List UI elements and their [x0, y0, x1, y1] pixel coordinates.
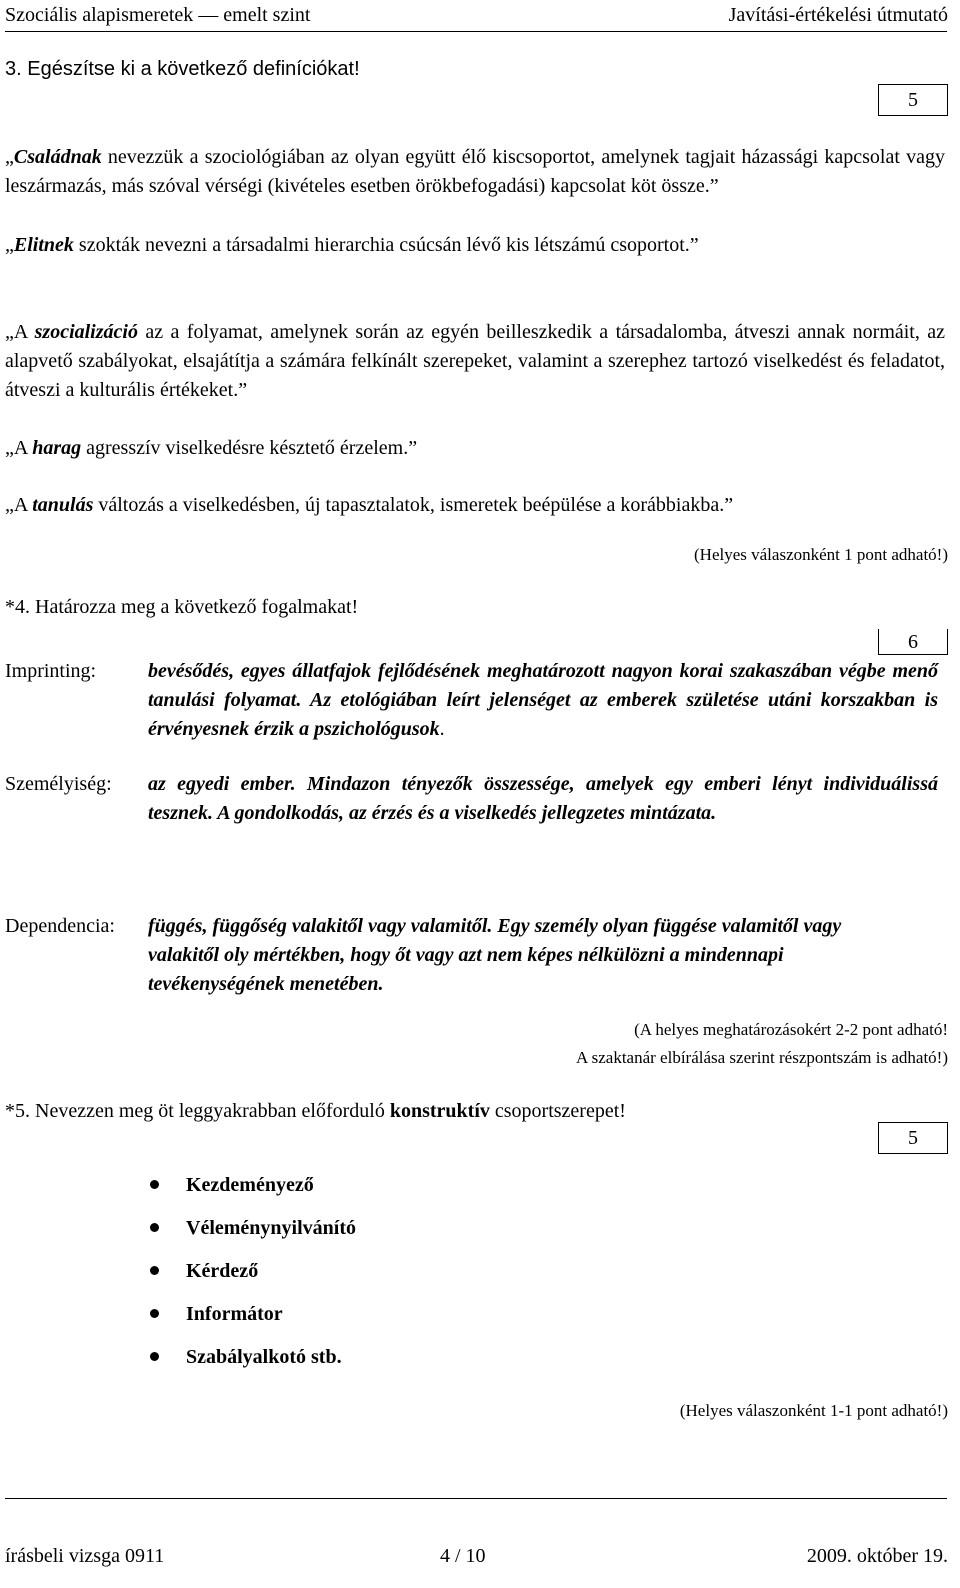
q4-definition-dependencia: függés, függőség valakitől vagy valamitől. Egy személy olyan függése valamitől vagy valakitől oly mértékben, hogy őt vagy azt nem képes nélkülözni a mindennapi tevékenységének menetében.: [148, 915, 842, 995]
bullet-icon: [150, 1180, 159, 1189]
q4-term-szemelyiseg: Személyiség:: [5, 773, 112, 795]
footer-exam-id: írásbeli vizsga 0911: [5, 1545, 165, 1567]
q4-scoring-note: (A helyes meghatározásokért 2-2 pont adható! A szaktanár elbírálása szerint részpontszám is adható!): [576, 1020, 948, 1067]
q5-scoring-note: (Helyes válaszonként 1-1 pont adható!): [679, 1401, 948, 1420]
header-rule: [5, 31, 947, 32]
q3-points-box: 5: [878, 84, 948, 116]
list-item: Informátor: [150, 1297, 356, 1340]
bullet-icon: [150, 1352, 159, 1361]
q3-item-harag: „A harag agresszív viselkedésre késztető érzelem.”: [5, 437, 418, 459]
q4-title: *4. Határozza meg a következő fogalmakat!: [5, 596, 359, 618]
footer-page-number: 4 / 10: [440, 1545, 486, 1567]
q3-item-elit: „Elitnek szokták nevezni a társadalmi hierarchia csúcsán lévő kis létszámú csoportot.”: [5, 234, 699, 256]
q5-role-list: [150, 1168, 356, 1383]
q3-item-csalad: „Családnak nevezzük a szociológiában az olyan együtt élő kiscsoportot, amelynek tagjait házassági kapcsolat vagy leszármazás, más szóval vérségi (kivételes esetben örökbefogadási) kapcsolat köt össze.”: [5, 146, 945, 197]
footer-date: 2009. október 19.: [806, 1545, 948, 1567]
q4-definition-imprinting: bevésődés, egyes állatfajok fejlődésének meghatározott nagyon korai szakaszában végbe menő tanulási folyamat. Az etológiában leírt jelenséget az emberek születése utáni korszakban is érvényesnek érzik a pszichológusok.: [148, 660, 938, 740]
bullet-icon: [150, 1266, 159, 1275]
q3-item-szocializacio: „A szocializáció az a folyamat, amelynek során az egyén beilleszkedik a társadalomba, átveszi annak normáit, az alapvető szabályokat, elsajátítja a számára felkínált szerepeket, valamint a szerephez tartozó viselkedést és feladatot, átveszi a kulturális értékeket.”: [5, 321, 946, 401]
list-item: Kérdező: [150, 1254, 356, 1297]
header-right: Javítási-értékelési útmutató: [728, 4, 948, 26]
list-item: Szabályalkotó stb.: [150, 1340, 356, 1383]
q5-points-box: 5: [878, 1122, 948, 1154]
q5-title: *5. Nevezzen meg öt leggyakrabban előforduló konstruktív csoportszerepet!: [5, 1100, 626, 1122]
q3-title: 3. Egészítse ki a következő definíciókat!: [5, 58, 360, 80]
q4-points-box: 6: [878, 629, 948, 655]
bullet-icon: [150, 1309, 159, 1318]
q4-definition-szemelyiseg: az egyedi ember. Mindazon tényezők összessége, amelyek egy emberi lényt individuálissá tesznek. A gondolkodás, az érzés és a viselkedés jellegzetes mintázata.: [148, 773, 938, 824]
q3-scoring-note: (Helyes válaszonként 1 pont adható!): [694, 545, 948, 564]
list-item: Véleménynyilvánító: [150, 1211, 356, 1254]
bullet-icon: [150, 1223, 159, 1232]
q3-item-tanulas: „A tanulás változás a viselkedésben, új tapasztalatok, ismeretek beépülése a korábbiakba.”: [5, 494, 734, 516]
header-left: Szociális alapismeretek — emelt szint: [5, 4, 311, 26]
q4-term-dependencia: Dependencia:: [5, 915, 115, 937]
q4-term-imprinting: Imprinting:: [5, 660, 97, 682]
list-item: Kezdeményező: [150, 1168, 356, 1211]
footer-rule: [5, 1498, 947, 1499]
